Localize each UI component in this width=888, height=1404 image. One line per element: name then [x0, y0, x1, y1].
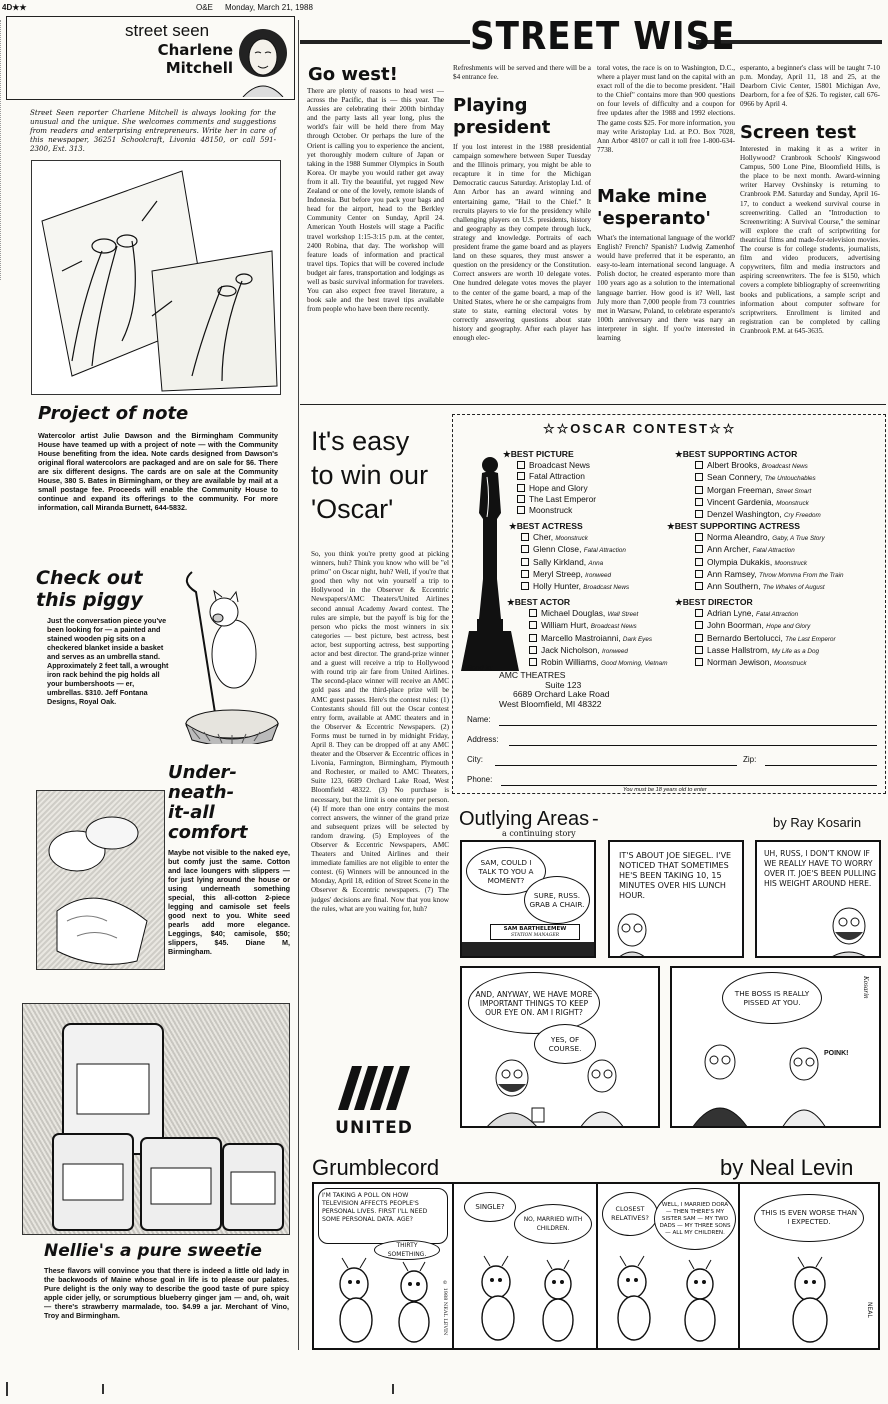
underneath-body: Maybe not visible to the naked eye, but comfy just the same. Cotton and lace loungers with slippers — for just lying around the house or using underneath something special, this all-cotton 2-piece legging and camisole set feels good next to you. White seed pearls add more elegance. Leggings, $40; camisole, $50; slippers, $45. Diane M, Birmingham.: [168, 848, 290, 956]
supporting-actress-option[interactable]: Ann Southern, The Whales of August: [695, 581, 844, 593]
supporting-actor-option[interactable]: Vincent Gardenia, Moonstruck: [695, 497, 821, 509]
picture-option[interactable]: Fatal Attraction: [517, 471, 596, 482]
actor-option[interactable]: Marcello Mastroianni, Dark Eyes: [529, 633, 667, 645]
best-supporting-actress-group: [667, 521, 844, 593]
speech-bubble: CLOSEST RELATIVES?: [602, 1192, 658, 1236]
actor-option[interactable]: Robin Williams, Good Morning, Vietnam: [529, 657, 667, 669]
piggy-headline-1: Check out: [36, 567, 143, 589]
outlying-panel-5: [670, 966, 881, 1128]
speech-bubble: SURE, RUSS. GRAB A CHAIR.: [524, 876, 590, 924]
outlying-panel-1: [460, 840, 596, 958]
margin-mark: [102, 1384, 104, 1394]
send-to-address: AMC THEATRES Suite 123 6689 Orchard Lake Road West Bloomfield, MI 48322: [499, 670, 610, 709]
best-supporting-actress-label: ★BEST SUPPORTING ACTRESS: [667, 521, 800, 531]
go-west-body: There are plenty of reasons to head west — across the Pacific, that is — this year. The Aussies are celebrating their 200th birthday and the party lasts all year long, plus the world's fair will be held there from May through October. Or perhaps the lure of the Orient is calling you to experience the ancient, yet thoroughly modern culture of Japan or taking in the 1988 Summer Olympics in South Korea. Or maybe you would rather get away from it all. Try the beautiful, yet rugged New Zealand or one of the lovely, remote islands of Indonesia. But before you pack your bags and head for the airport, head to the Berkley Community Center on Sunday, April 24. American Youth Hostels will stage a Pacific travel workshop 1:15-3:15 p.m. at the center, 2400 Robina, that day. The workshop will feature loads of information and practical travel tips. Topics that will be covered include budget air fares, transportation and lodgings as well as basic survival information for travelers. You can also expect free travel literature, a book sale and the best travel tips available from people who have been there recently.: [307, 87, 444, 314]
director-option[interactable]: Norman Jewison, Moonstruck: [695, 657, 836, 669]
project-of-note-body: Watercolor artist Julie Dawson and the Birmingham Community House have teamed up with a project of note — with the Community House benefiting from the idea. Note cards designed from Dawson's original floral watercolors are packaged and are on sale for $6. There are six different designs. The cards are on sale at the Community House, 380 S. Bates in Birmingham, or they are available by mail at a small postage fee. Proceeds will enable the Community House to continue and expand its offerings to the community. For more information, call Miranda Burnett, 644-5832.: [38, 431, 278, 512]
actress-option[interactable]: Holly Hunter, Broadcast News: [521, 581, 629, 593]
picture-option[interactable]: The Last Emperor: [517, 494, 596, 505]
section-rule: [300, 404, 886, 405]
best-actress-group: [509, 521, 629, 593]
street-seen-intro: Street Seen reporter Charlene Mitchell is always looking for the unusual and the unique. She welcomes comments and suggestions from readers and enterprising entrepreneurs. Write her in care of this newspaper, 36251 Schoolcraft, Livonia 48150, or call 591-2300, Ext. 313.: [30, 108, 276, 153]
phone-field[interactable]: Phone:: [467, 775, 877, 788]
esperanto-headline-2: 'esperanto': [597, 208, 711, 229]
street-seen-label: street seen: [125, 21, 210, 40]
page-number: 4D★★: [2, 3, 27, 12]
grumblecord-characters: [314, 1254, 878, 1348]
actress-option[interactable]: Meryl Streep, Ironweed: [521, 569, 629, 581]
speech-bubble: IT'S ABOUT JOE SIEGEL. I'VE NOTICED THAT SOMETIMES HE'S BEEN TAKING 10, 15 MINUTES OVER HIS LUNCH HOUR.: [616, 848, 740, 928]
character-russ: [612, 908, 652, 958]
director-option[interactable]: Bernardo Bertolucci, The Last Emperor: [695, 633, 836, 645]
underneath-headline-1: Under-: [168, 762, 237, 783]
jam-jars-photo: [22, 1003, 290, 1235]
oscar-headline-1: It's easy: [311, 426, 410, 456]
speech-bubble: AND, ANYWAY, WE HAVE MORE IMPORTANT THINGS TO KEEP OUR EYE ON. AM I RIGHT?: [468, 972, 600, 1034]
reporter-first-name: Charlene: [157, 41, 233, 59]
column-divider: [298, 20, 299, 1350]
outlying-title: Outlying Areas: [459, 808, 590, 830]
margin-mark: [6, 1382, 8, 1396]
speech-bubble: THIRTY SOMETHING.: [374, 1240, 440, 1260]
underneath-headline-3: it-all: [168, 802, 215, 823]
piggy-photo: [172, 564, 290, 744]
speech-bubble: UH, RUSS, I DON'T KNOW IF WE REALLY HAVE TO WORRY OVER IT. JOE'S BEEN PULLING HIS WEIGHT AROUND HERE.: [761, 846, 879, 916]
banner-rule-left: [300, 40, 470, 44]
best-picture-group: [503, 449, 596, 516]
supporting-actress-option[interactable]: Ann Ramsey, Throw Momma From the Train: [695, 569, 844, 581]
outlying-panel-4: [460, 966, 660, 1128]
playing-president-headline-2: president: [453, 117, 551, 138]
best-actress-label: ★BEST ACTRESS: [509, 521, 583, 531]
director-option[interactable]: Adrian Lyne, Fatal Attraction: [695, 608, 836, 620]
note-cards-photo: [31, 160, 281, 395]
underneath-headline-2: neath-: [168, 782, 235, 803]
strip-copyright: © 1988 NEAL LEVIN: [442, 1280, 448, 1336]
artist-signature: Kosarin: [862, 976, 870, 999]
go-west-headline: Go west!: [308, 64, 398, 85]
picture-option[interactable]: Broadcast News: [517, 460, 596, 471]
sound-effect: POINK!: [824, 1050, 849, 1057]
screen-test-body: Interested in making it as a writer in Hollywood? Cranbrook Schools' Kingswood Campus, 500 Lone Pine, Bloomfield Hills, is the place to be next month. Award-winning writer Harvey Ovshinsky is returning to Cranbrook P.M. Saturday and Sunday, April 16-17, to conduct a weekend survival course in screenwriting. Called an "Introduction to Screenwriting: A Survival Course," the seminar will explore the craft of scriptwriting for theatrical films and made-for-television movies. The course is for college students, journalists, film and video producers, advertising copywriters, film and media instructors and aspiring screenwriters. The fee is $150, which covers a complete bibliography of screenwriting books and publications, a sample script and information about computer software for scriptwriters. Enrollment is limited and registration can be completed by calling Cranbrook P.M. at 645-3635.: [740, 145, 880, 335]
address-field[interactable]: Address:: [467, 735, 877, 748]
grumblecord-byline: by Neal Levin: [720, 1155, 854, 1180]
speech-bubble: YES, OF COURSE.: [534, 1024, 596, 1064]
loungewear-photo: [36, 790, 165, 970]
nellie-headline: Nellie's a pure sweetie: [44, 1241, 262, 1261]
city-field[interactable]: City:: [467, 755, 737, 768]
playing-president-lead: Refreshments will be served and there will be a $4 entrance fee.: [453, 64, 591, 82]
panel-5-figures: [678, 1028, 858, 1128]
playing-president-body: If you lost interest in the 1988 presidential campaign somewhere between Super Tuesday and the Illinois primary, you might be able to recapture it in time for the Michigan Democratic caucus Saturday. Aristoplay Ltd. of Ann Arbor has an award winning and entertaining game, "Hail to the Chief." It recruits players to vie for the presidency while challenging players on U.S. presidents, history and geography as they compete through luck, strategy and knowledge. Portraits of each president frame the game board and as players land on these squares, they must answer a question on the presidency or the Constitution. Correct answers are worth 10 delegate votes. One hundred delegate votes moves the player to the center of the game board, a map of the United States, where he or she campaigns from state to state, earning electoral votes by correctly answering questions about state history and geography. After each player has enough elec-: [453, 143, 591, 342]
margin-dots: [0, 20, 1, 280]
oscar-story-body: So, you think you're pretty good at picking winners, huh? Think you know who will be "el primo" on Oscar night, huh? Well, if you're that good then why not win yourself a trip to Hollywood in the Observer & Eccentric Newspapers/AMC Theaters/United Airlines second annual Academy Award contest. The rules are simple, but the payoff is big for the person who picks the most winners in six categories — best picture, best actress, best actor, best supporting actress, best supporting actor and best director. The grand-prize winner and a guest will receive a trip to Hollywood with round trip air fare from United Airlines. The second-place winner will receive an AMC gold pass and the third-place prize will be AMC guest passes. Here's the contest rules: (1) Contestants should fill out the Oscar contest entry form, available at AMC theaters and in the Observer & Eccentric Newspapers. (2) Forms must be turned in by midnight Friday, April 8. They can be dropped off at any AMC theater and the Observer & Eccentric offices in Livonia, Farmington, Birmingham, Plymouth and Rochester, or mailed to AMC Theaters, Suite 123, 6689 Orchard Lake Road, West Bloomfield 48322. (3) No purchase is necessary, but the limit is one entry per person. (4) If more than one entry contains the most correct answers, the winner of the grand prize and subsequent prizes will be selected by random drawing. (5) Employees of the Observer & Eccentric Newspapers, AMC Theaters and United Airlines and their immediate families are not eligible to enter the contest. (6) Winners will be announced in the Monday, April 18, edition of Street Scene in the Observer & Eccentric newspapers. (7) The judges' decisions are final. Now that you know the rules, what are you waiting for, huh?: [311, 550, 449, 913]
outlying-byline: by Ray Kosarin: [773, 815, 862, 830]
best-supporting-actor-label: ★BEST SUPPORTING ACTOR: [675, 449, 798, 459]
supporting-actress-option[interactable]: Ann Archer, Fatal Attraction: [695, 544, 844, 556]
screen-test-headline: Screen test: [740, 122, 857, 143]
nellie-body: These flavors will convince you that there is indeed a little old lady in the backwoods of Maine whose goal in life is to please our palates. Pure delight is the only way to describe the good taste of pure spicy apple cider jelly, or scrumptious blueberry ginger jam — and, oh, wait — there's strawberry marmalade, too. $4.99 a jar. Merchant of Vino, Troy and Birmingham.: [44, 1266, 289, 1320]
issue-date: Monday, March 21, 1988: [225, 3, 313, 12]
desk-nameplate: SAM BARTHELEMEW STATION MANAGER: [490, 924, 580, 940]
piggy-headline-2: this piggy: [36, 589, 143, 611]
actor-option[interactable]: Jack Nicholson, Ironweed: [529, 645, 667, 657]
name-field[interactable]: Name:: [467, 715, 877, 728]
director-option[interactable]: John Boorman, Hope and Glory: [695, 620, 836, 632]
section-banner: STREET WISE: [470, 14, 736, 58]
contest-title: ☆☆OSCAR CONTEST☆☆: [543, 421, 737, 436]
esperanto-body: What's the international language of the world? English? French? Spanish? Ludwig Zamenhof would have preferred that it be esperanto, an easy-to-learn international second language. A Polish doctor, he created esperanto more than 100 years ago as a solution to the international language barrier. How good is it? Well, last July more than 7,000 people from 73 countries met in Warsaw, Poland, to celebrate esperanto's 100th anniversary and there was nary an interpreter in sight. If you're interested in learning: [597, 234, 735, 343]
speech-bubble: I'M TAKING A POLL ON HOW TELEVISION AFFECTS PEOPLE'S PERSONAL LIVES. FIRST I'LL NEED SOME PERSONAL DATA. AGE?: [318, 1188, 448, 1244]
actress-option[interactable]: Sally Kirkland, Anna: [521, 557, 629, 569]
speech-bubble: THIS IS EVEN WORSE THAN I EXPECTED.: [754, 1194, 864, 1242]
esperanto-headline-1: Make mine: [597, 186, 707, 207]
united-wordmark: UNITED: [335, 1118, 413, 1138]
actor-option[interactable]: William Hurt, Broadcast News: [529, 620, 667, 632]
outlying-panel-2: [608, 840, 744, 958]
oscar-contest-form: [452, 414, 886, 794]
best-supporting-actor-group: [675, 449, 821, 521]
outlying-dash: -: [592, 808, 599, 830]
reporter-last-name: Mitchell: [165, 59, 233, 77]
speech-bubble: SINGLE?: [464, 1192, 516, 1222]
piggy-body: Just the conversation piece you've been looking for — a painted and stained wooden pig sits on a checkered blanket inside a basket and serves as an umbrella stand. Approximately 2 feet tall, a wrought iron rack behind the pig holds all your bumbershoots — er, umbrellas. $310. Jeff Fontana Designs, Royal Oak.: [47, 616, 169, 706]
president-continued: toral votes, the race is on to Washington, D.C., where a player must land on the capital with an exact roll of the die to become president. "Hail to the Chief" contains more than 900 questions on four levels of difficulty and a coupon for free updates after the 1988 and 1992 elections. The game costs $25. For more information, you may write Aristoplay Ltd. at P.O. Box 7028, Ann Arbor 48107 or call it toll free 1-800-634-7738.: [597, 64, 735, 154]
character-sam: [817, 902, 877, 958]
margin-mark: [392, 1384, 394, 1394]
actor-option[interactable]: Michael Douglas, Wall Street: [529, 608, 667, 620]
oscar-headline-2: to win our: [311, 460, 429, 490]
outlying-subtitle: a continuing story: [502, 829, 576, 838]
best-actor-group: [507, 597, 667, 669]
oscar-headline-3: 'Oscar': [311, 494, 394, 524]
panel-4-figures: [472, 1038, 658, 1128]
supporting-actor-option[interactable]: Albert Brooks, Broadcast News: [695, 460, 821, 472]
best-actor-label: ★BEST ACTOR: [507, 597, 571, 607]
age-requirement: You must be 18 years old to enter: [623, 787, 707, 793]
actress-option[interactable]: Cher, Moonstruck: [521, 532, 629, 544]
speech-bubble: NO, MARRIED WITH CHILDREN.: [514, 1204, 592, 1244]
grumblecord-title: Grumblecord: [312, 1155, 440, 1180]
picture-option[interactable]: Moonstruck: [517, 505, 596, 516]
artist-signature: NEAL: [866, 1302, 873, 1318]
actress-option[interactable]: Glenn Close, Fatal Attraction: [521, 544, 629, 556]
project-of-note-headline: Project of note: [38, 403, 189, 424]
grumblecord-strip: [312, 1182, 880, 1350]
supporting-actress-option[interactable]: Norma Aleandro, Gaby, A True Story: [695, 532, 844, 544]
speech-bubble: THE BOSS IS REALLY PISSED AT YOU.: [722, 972, 822, 1024]
reporter-portrait: [233, 23, 293, 97]
supporting-actor-option[interactable]: Morgan Freeman, Street Smart: [695, 485, 821, 497]
paper-name: O&E: [196, 3, 213, 12]
speech-bubble: SAM, COULD I TALK TO YOU A MOMENT?: [466, 847, 546, 895]
best-director-label: ★BEST DIRECTOR: [675, 597, 753, 607]
supporting-actor-option[interactable]: Denzel Washington, Cry Freedom: [695, 509, 821, 521]
zip-field[interactable]: Zip:: [743, 755, 877, 768]
playing-president-headline-1: Playing: [453, 95, 528, 116]
underneath-headline-4: comfort: [168, 822, 248, 843]
street-seen-box: [6, 16, 295, 100]
send-to-label: Send to:: [467, 665, 494, 672]
supporting-actress-option[interactable]: Olympia Dukakis, Moonstruck: [695, 557, 844, 569]
desk-edge: [462, 942, 594, 956]
united-logo: [324, 1062, 424, 1142]
best-picture-label: ★BEST PICTURE: [503, 449, 574, 459]
director-option[interactable]: Lasse Hallstrom, My Life as a Dog: [695, 645, 836, 657]
picture-option[interactable]: Hope and Glory: [517, 483, 596, 494]
best-director-group: [675, 597, 836, 669]
supporting-actor-option[interactable]: Sean Connery, The Untouchables: [695, 472, 821, 484]
esperanto-continued: esperanto, a beginner's class will be taught 7-10 p.m. Monday, April 11, 18 and 25, at the Dearborn Civic Center, 15801 Michigan Ave, Dearborn, for a fee of $26. To register, call 676-0966 by April 4.: [740, 64, 880, 109]
outlying-panel-3: [755, 840, 881, 958]
speech-bubble: WELL, I MARRIED DORA — THEN THERE'S MY SISTER SAM — MY TWO DADS — MY THREE SONS — ALL MY CHILDREN.: [654, 1188, 736, 1250]
